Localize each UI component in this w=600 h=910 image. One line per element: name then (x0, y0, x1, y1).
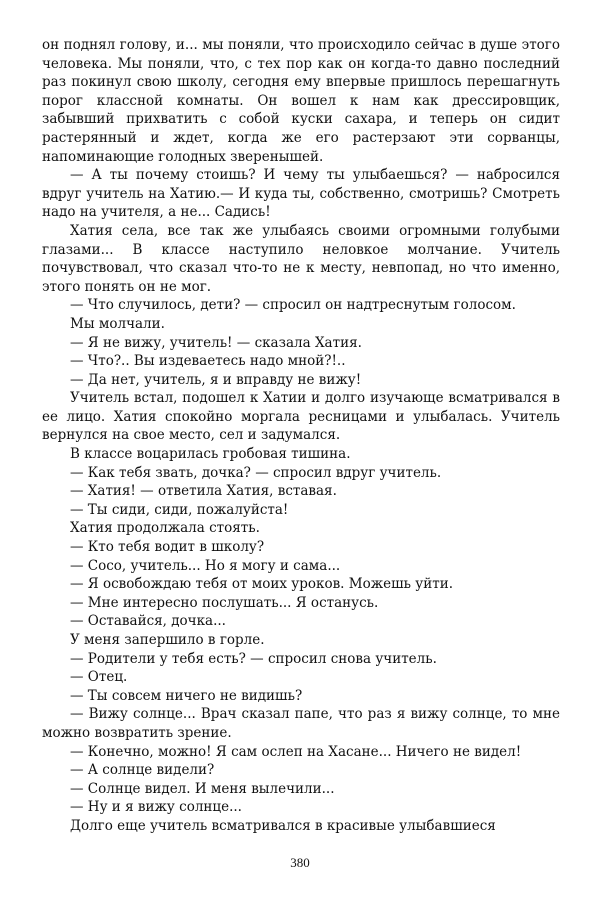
paragraph: У меня запершило в горле. (70, 632, 265, 648)
paragraph: — Оставайся, дочка... (70, 613, 226, 630)
paragraph: — Ну и я вижу солнце... (70, 799, 242, 816)
paragraph: — Отец. (70, 669, 128, 686)
paragraph: Учитель встал, подошел к Хатии и долго изучающе всматривался в ее лицо. Хатия спокойно моргала ресницами и улыбалась. Учитель вернулся на свое место, сел и задумался. (42, 390, 560, 444)
paragraph: — Родители у тебя есть? — спросил снова учитель. (70, 650, 437, 667)
paragraph: Хатия села, все так же улыбаясь своими огромными голубыми глазами... В классе наступило неловкое молчание. Учитель почувствовал, что сказал что-то не к месту, невпопад, но что именно, этого понять он не мог. (42, 222, 560, 295)
paragraph: — Что?.. Вы издеваетесь надо мной?!.. (70, 353, 346, 370)
page-text (42, 36, 560, 836)
paragraph: — Ты сиди, сиди, пожалуйста! (70, 501, 289, 518)
paragraph: — Сосо, учитель... Но я могу и сама... (70, 557, 341, 574)
paragraph: — Мне интересно послушать... Я останусь. (70, 594, 379, 611)
paragraph: — Что случилось, дети? — спросил он надтреснутым голосом. (70, 297, 516, 314)
paragraph: Мы молчали. (70, 315, 165, 332)
paragraph: — Хатия! — ответила Хатия, вставая. (70, 483, 337, 500)
paragraph: В классе воцарилась гробовая тишина. (70, 446, 351, 463)
paragraph: — Солнце видел. И меня вылечили... (70, 780, 335, 797)
paragraph: — Ты совсем ничего не видишь? (70, 687, 303, 704)
paragraph: — Да нет, учитель, я и вправду не вижу! (70, 371, 362, 388)
paragraph: — Кто тебя водит в школу? (70, 539, 265, 556)
paragraph: — Я освобождаю тебя от моих уроков. Можешь уйти. (70, 576, 454, 593)
paragraph: — Как тебя звать, дочка? — спросил вдруг учитель. (70, 464, 442, 481)
page-number: 380 (290, 855, 310, 870)
paragraph: — А солнце видели? (70, 762, 215, 779)
paragraph: Долго еще учитель всматривался в красивые улыбавшиеся (70, 817, 496, 834)
paragraph: — Я не вижу, учитель! — сказала Хатия. (70, 334, 362, 351)
paragraph: он поднял голову, и... мы поняли, что происходило сейчас в душе этого человека. Мы поняли, что, с тех пор как он когда-то давно последний раз покинул свою школу, сегодня ему впервые пришлось перешагнуть порог классной комнаты. Он вошел к нам как дрессировщик, забывший прихватить с собой куски сахара, и теперь он сидит растерянный и ждет, когда же его растерзают эти сорванцы, напоминающие голодных зверенышей. (42, 37, 560, 165)
paragraph: — Конечно, можно! Я сам ослеп на Хасане... Ничего не видел! (70, 743, 522, 760)
paragraph: — Вижу солнце... Врач сказал папе, что раз я вижу солнце, то мне можно возвратить зрение. (42, 706, 560, 741)
paragraph: Хатия продолжала стоять. (70, 520, 260, 537)
paragraph: — А ты почему стоишь? И чему ты улыбаешься? — набросился вдруг учитель на Хатию.— И куда ты, собственно, смотришь? Смотреть надо на учителя, а не... Садись! (42, 167, 560, 221)
